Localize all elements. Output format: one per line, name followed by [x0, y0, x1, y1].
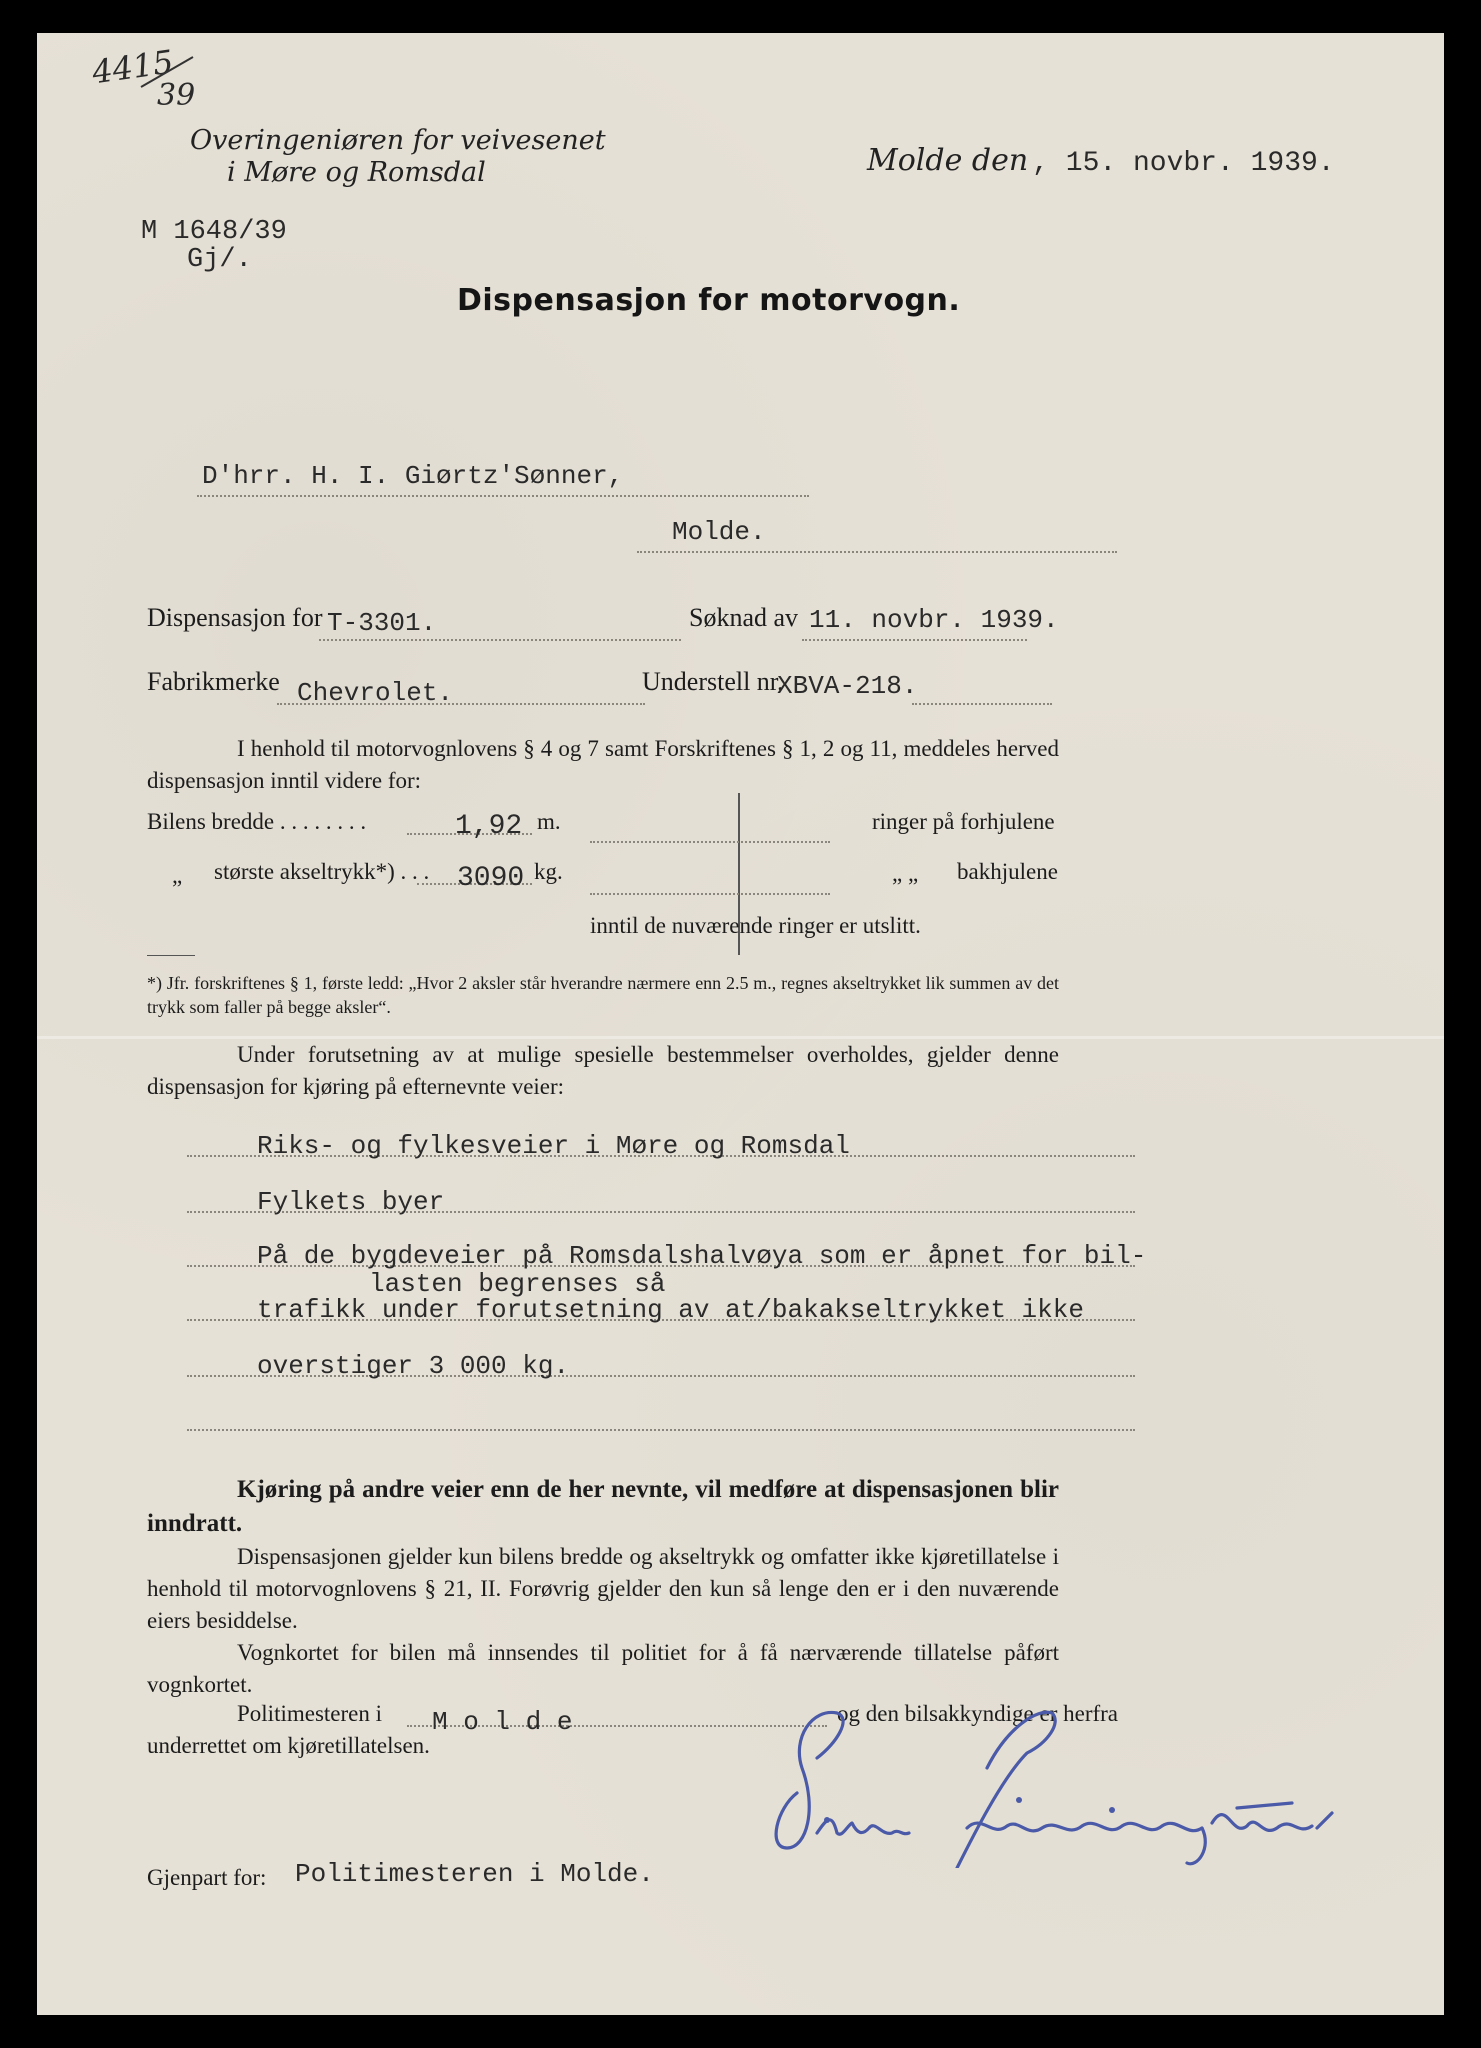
bredde-unit: m. [537, 809, 561, 834]
date-place: Molde den [867, 143, 1029, 178]
politi-suffix: og den bilsakkyndige er herfra [837, 1701, 1119, 1726]
page-title: Dispensasjon for motorvogn. [457, 283, 961, 318]
forhjul-label: ringer på forhjulene [872, 809, 1055, 834]
addressee-city: Molde. [672, 517, 766, 547]
dispensasjon-label: Dispensasjon for [147, 603, 323, 632]
copy-value: Politimesteren i Molde. [295, 1859, 654, 1889]
date-value: , 15. novbr. 1939. [1032, 148, 1335, 179]
intro-paragraph: I henhold til motorvognlovens § 4 og 7 samt Forskriftenes § 1, 2 og 11, meddeles herved dispensasjon inntil videre for: [147, 736, 1059, 793]
utslitt-text: inntil de nuværende ringer er utslitt. [590, 913, 921, 938]
road-line3: På de bygdeveier på Romsdalshalvøya som er åpnet for bil- [257, 1241, 1147, 1271]
reference-number: M 1648/39 [141, 217, 287, 247]
bakhjul-quote: „ „ [892, 861, 919, 886]
vognkort-paragraph: Vognkortet for bilen må innsendes til politiet for å få nærværende tillatelse påført vognkortet. [147, 1640, 1059, 1697]
signature-scribble [757, 1698, 1377, 1868]
akseltrykk-unit: kg. [534, 859, 563, 884]
reference-initials: Gj/. [187, 245, 252, 275]
validity-paragraph: Dispensasjonen gjelder kun bilens bredde og akseltrykk og omfatter ikke kjøretillatelse i henhold til motorvognlovens § 21, II. Forøvrig gjelder den kun så lenge den er i den nuværende eiers besiddelse. [147, 1544, 1059, 1633]
politi-value: M o l d e [432, 1707, 573, 1737]
soknad-dots [802, 639, 1027, 641]
dispensasjon-value: T-3301. [327, 608, 437, 638]
archive-year: 39 [157, 78, 196, 113]
signature [757, 1698, 1377, 1873]
footnote: *) Jfr. forskriftenes § 1, første ledd: „Hvor 2 aksler står hverandre nærmere enn 2.5 m., regnes akseltrykket lik summen av det trykk som faller på begge aksler“. [147, 973, 1059, 1017]
road-line4: trafikk under forutsetning av at/bakakseltrykket ikke [257, 1295, 1084, 1325]
road-line5: overstiger 3 000 kg. [257, 1351, 570, 1381]
date-line [867, 143, 1335, 179]
road-insertion: lasten begrenses så [369, 1269, 666, 1299]
bakhjul-label: bakhjulene [957, 859, 1058, 884]
soknad-label: Søknad av [689, 603, 799, 632]
archive-number: 4415 [89, 42, 176, 92]
fabrikmerke-dots [277, 703, 645, 705]
addressee-name: D'hrr. H. I. Giørtz'Sønner, [202, 461, 624, 491]
fabrikmerke-value: Chevrolet. [297, 678, 454, 708]
dispensasjon-dots [319, 639, 681, 641]
letterhead-line2: i Møre og Romsdal [227, 157, 486, 188]
akseltrykk-prefix: „ [172, 863, 183, 888]
soknad-value: 11. novbr. 1939. [809, 605, 1059, 635]
understell-dots [912, 703, 1052, 705]
road-line6-dots [187, 1429, 1135, 1431]
letterhead-line1: Overingeniøren for veivesenet [190, 125, 606, 156]
understell-label: Understell nr. [642, 667, 784, 696]
understell-value: XBVA-218. [777, 671, 918, 701]
footnote-rule [147, 955, 195, 956]
condition-paragraph: Under forutsetning av at mulige spesielle bestemmelser overholdes, gjelder denne dispensasjon for kjøring på efternevnte veier: [147, 1042, 1059, 1099]
bakhjul-dots [590, 893, 830, 895]
politi-prefix: Politimesteren i [237, 1701, 383, 1726]
copy-label: Gjenpart for: [147, 1865, 267, 1890]
akseltrykk-label: største akseltrykk*) . . . [214, 859, 430, 884]
bredde-label: Bilens bredde . . . . . . . . [147, 809, 367, 834]
addressee-city-dots [637, 551, 1117, 553]
document-page [37, 33, 1444, 2015]
road-line1: Riks- og fylkesveier i Møre og Romsdal [257, 1131, 850, 1161]
forhjul-dots [590, 841, 830, 843]
addressee-name-dots [197, 495, 809, 497]
fabrikmerke-label: Fabrikmerke [147, 667, 280, 696]
bredde-value: 1,92 [455, 811, 523, 842]
akseltrykk-value: 3090 [457, 863, 525, 894]
road-line2: Fylkets byer [257, 1187, 445, 1217]
warning-paragraph: Kjøring på andre veier enn de her nevnte, vil medføre at dispensasjonen blir inndratt. [147, 1476, 1059, 1537]
politi-line2: underrettet om kjøretillatelsen. [147, 1733, 430, 1758]
